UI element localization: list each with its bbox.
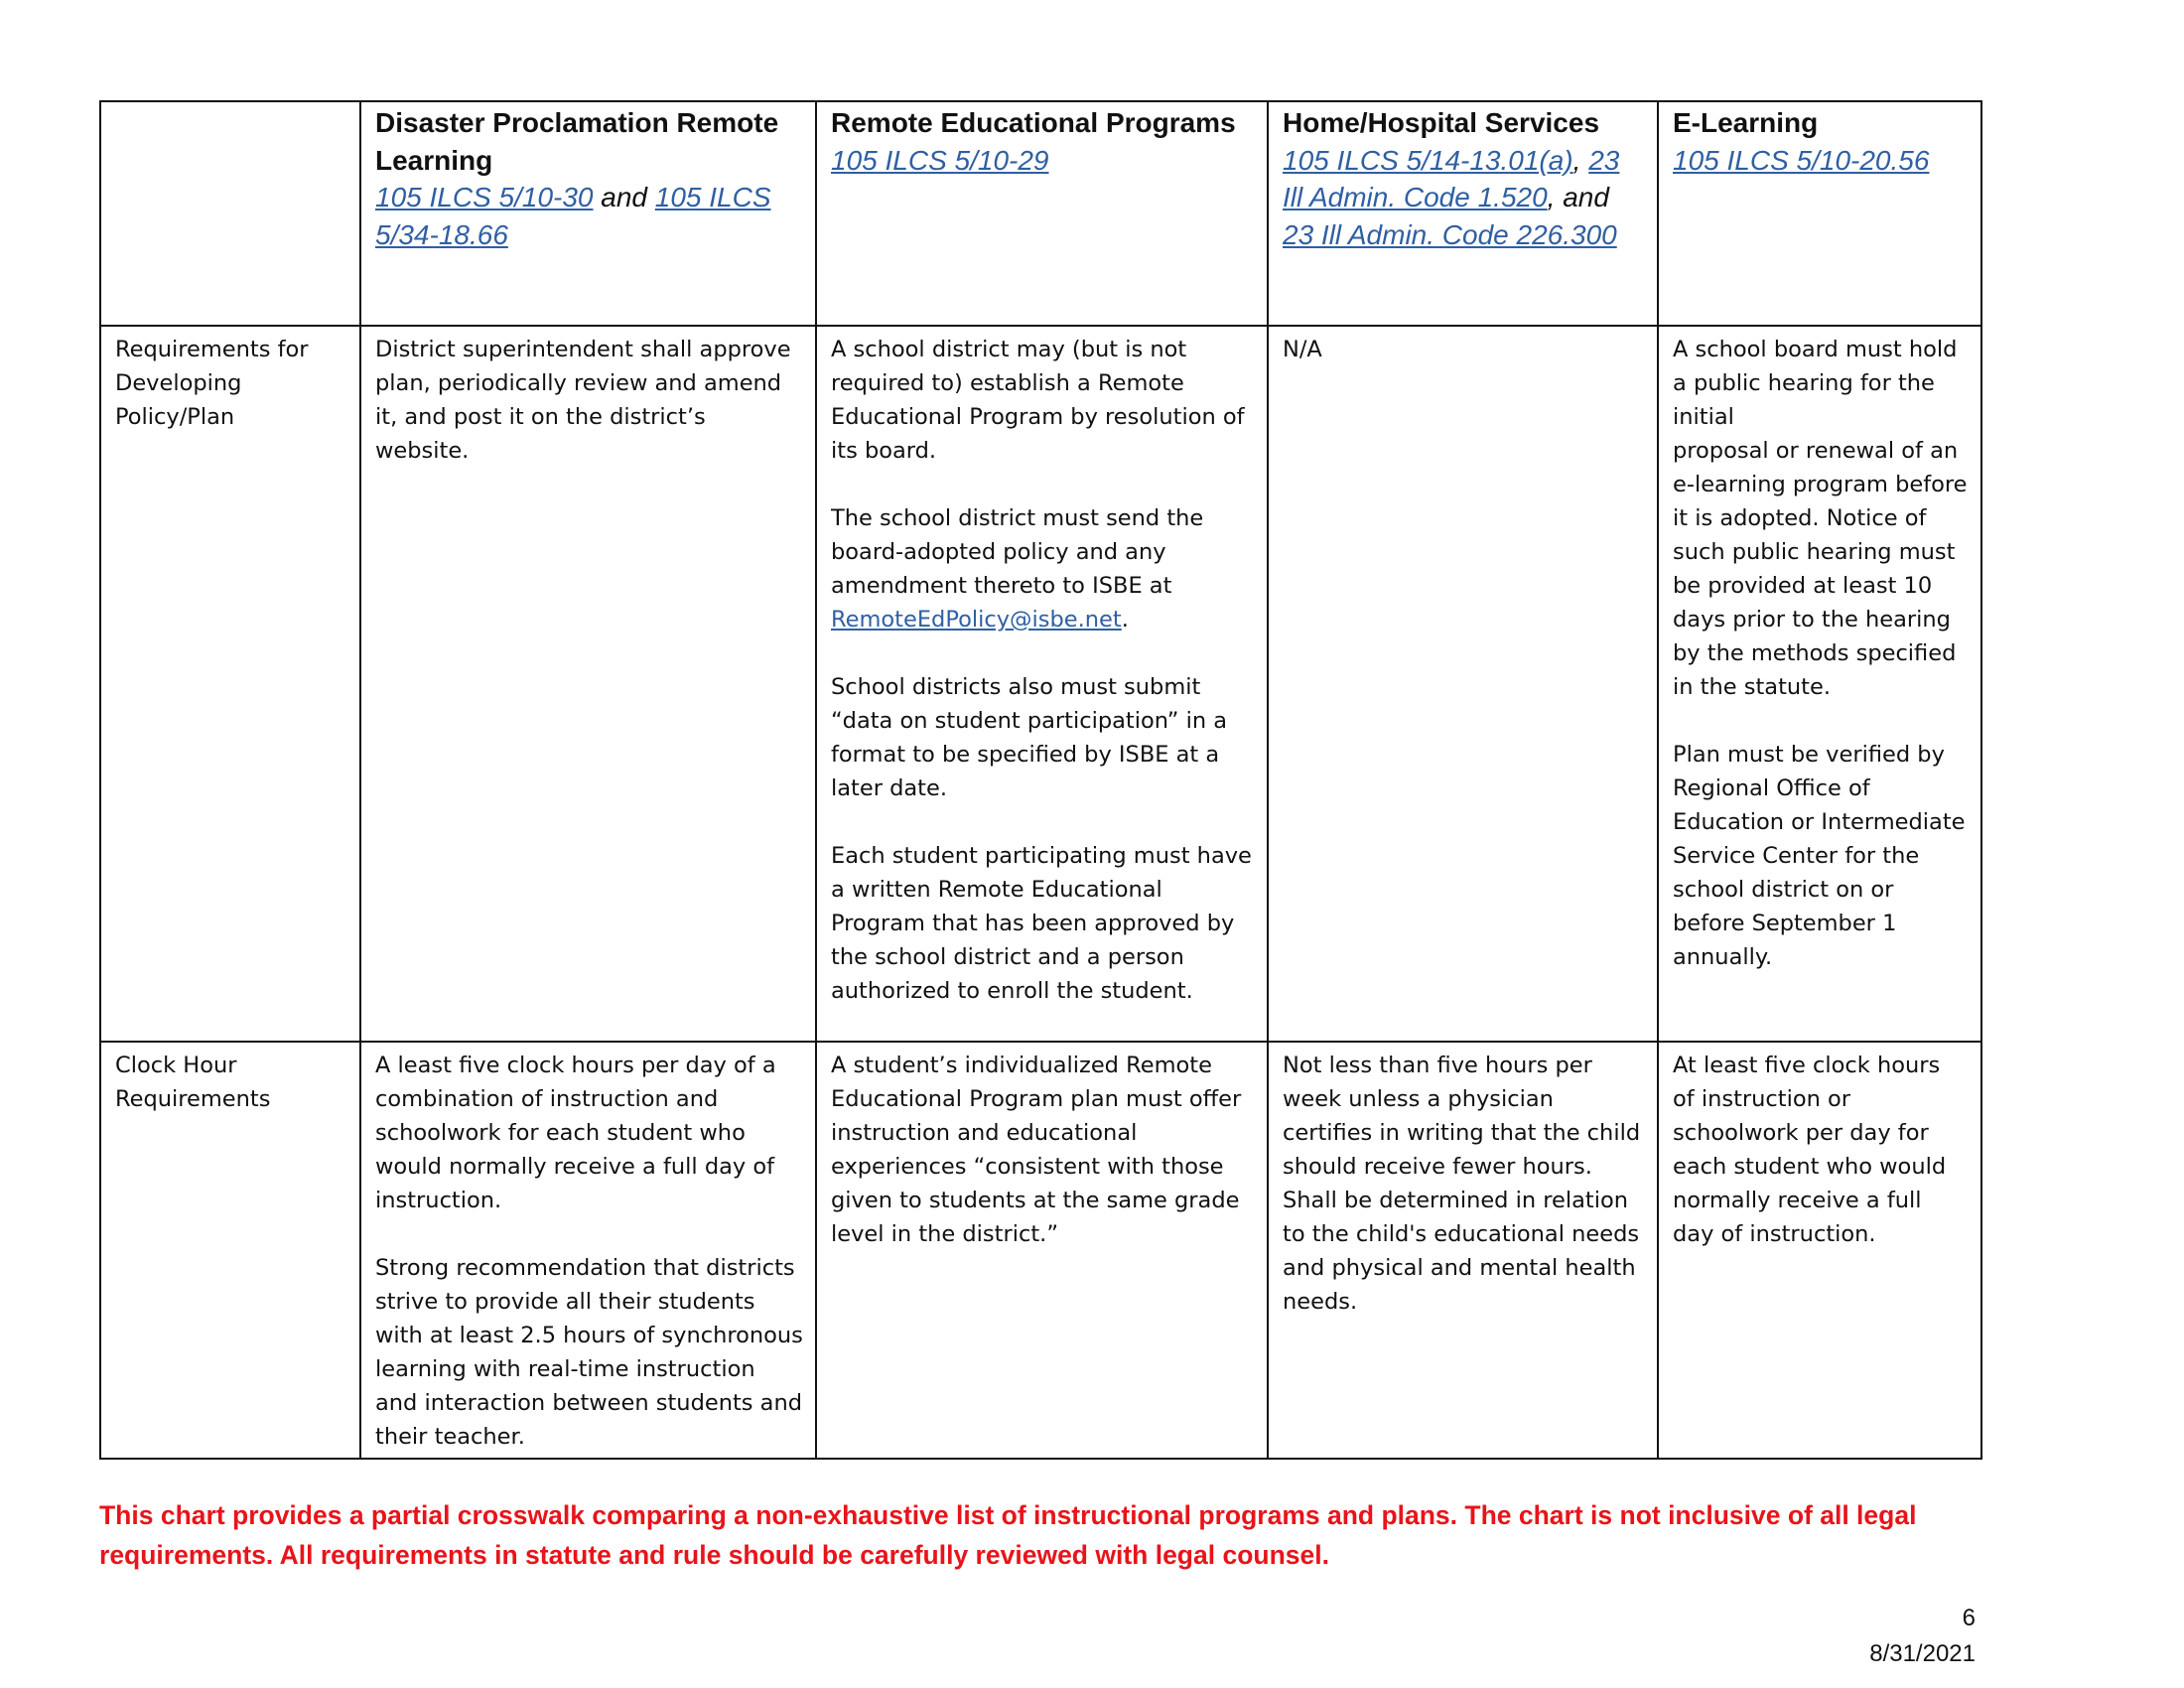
cell-paragraph: N/A [1283,337,1322,362]
cell-home-hospital-clock [1268,1042,1658,1459]
column-title: Remote Educational Programs [831,107,1236,138]
header-e-learning [1658,101,1981,326]
table-row [100,326,1981,1042]
table-row [100,1042,1981,1459]
cell-paragraph: Strong recommendation that districts strive to provide all their students with at least 2.5 hours of synchronous learning with real-time instruction and interaction between students and their teacher. [375,1255,803,1450]
statute-link[interactable]: 105 ILCS 5/10-30 [375,182,594,212]
paragraph-text: The school district must send the board-adopted policy and any amendment thereto to ISBE at [831,505,1204,599]
statute-link[interactable]: 105 ILCS 5/14-13.01(a) [1283,144,1573,176]
legal-disclaimer: This chart provides a partial crosswalk comparing a non-exhaustive list of instructional programs and plans. The chart is not inclusive of all legal requirements. All requirements in statute and rule should be carefully reviewed with legal counsel. [99,1500,1917,1570]
citation [375,179,803,253]
statute-link[interactable]: 105 ILCS 5/34-18.66 [375,182,771,250]
row-label-clock-hours: Clock Hour Requirements [100,1042,360,1459]
column-title: Disaster Proclamation Remote Learning [375,107,779,176]
cell-remote-policy [816,326,1268,1042]
punctuation: . [1121,607,1129,633]
cell-paragraph: A school board must hold a public hearing for the initial [1673,337,1958,430]
cell-paragraph [831,501,1255,636]
citation-separator: , [1547,182,1556,212]
header-disaster-proclamation [360,101,816,326]
row-label-policy: Requirements for Developing Policy/Plan [100,326,360,1042]
header-empty-cell [100,101,360,326]
cell-elearning-clock [1658,1042,1981,1459]
cell-elearning-policy [1658,326,1981,1042]
page-number: 6 [1962,1605,1976,1631]
citation [1673,142,1969,180]
cell-paragraph: A least five clock hours per day of a combination of instruction and schoolwork for each student who would normally receive a full day of instruction. [375,1053,776,1213]
citation-joiner: and [1563,182,1609,212]
page-date: 8/31/2021 [1869,1640,1976,1667]
cell-paragraph: A student’s individualized Remote Educational Program plan must offer instruction and educational experiences “consistent with those given to students at the same grade level in the district.” [831,1053,1242,1247]
citation [1283,142,1645,254]
cell-paragraph: Each student participating must have a written Remote Educational Program that has been approved by the school district and a person authorized to enroll the student. [831,843,1252,1004]
header-home-hospital-services [1268,101,1658,326]
crosswalk-table [99,100,1982,1460]
cell-disaster-policy [360,326,816,1042]
header-remote-educational-programs [816,101,1268,326]
admin-code-link[interactable]: 23 Ill Admin. Code 1.520 [1283,144,1620,212]
email-link[interactable]: RemoteEdPolicy@isbe.net [831,607,1122,633]
admin-code-link[interactable]: 23 Ill Admin. Code 226.300 [1283,218,1617,250]
column-title: Home/Hospital Services [1283,107,1600,138]
cell-paragraph: District superintendent shall approve plan, periodically review and amend it, and post it on the district’s website. [375,337,791,464]
table-header-row [100,101,1981,326]
cell-paragraph: A school district may (but is not required to) establish a Remote Educational Program by resolution of its board. [831,337,1245,464]
cell-paragraph: At least five clock hours of instruction or schoolwork per day for each student who would normally receive a full day of instruction. [1673,1053,1947,1247]
cell-remote-clock [816,1042,1268,1459]
statute-link[interactable]: 105 ILCS 5/10-20.56 [1673,144,1930,176]
cell-paragraph: proposal or renewal of an e-learning program before it is adopted. Notice of such public hearing must be provided at least 10 days prior to the hearing by the methods specified in the statute. [1673,438,1968,700]
cell-paragraph: Plan must be verified by Regional Office of Education or Intermediate Service Center for the school district on or before September 1 annually. [1673,742,1966,970]
citation-separator: , [1572,144,1581,176]
cell-paragraph: School districts also must submit “data on student participation” in a format to be specified by ISBE at a later date. [831,674,1228,801]
citation [831,142,1255,180]
cell-disaster-clock [360,1042,816,1459]
cell-home-hospital-policy [1268,326,1658,1042]
column-title: E-Learning [1673,107,1819,138]
citation-joiner: and [601,182,647,212]
cell-paragraph: Not less than five hours per week unless a physician certifies in writing that the child should receive fewer hours. Shall be determined in relation to the child's educational needs and physical and mental health needs. [1283,1053,1641,1315]
statute-link[interactable]: 105 ILCS 5/10-29 [831,144,1049,176]
